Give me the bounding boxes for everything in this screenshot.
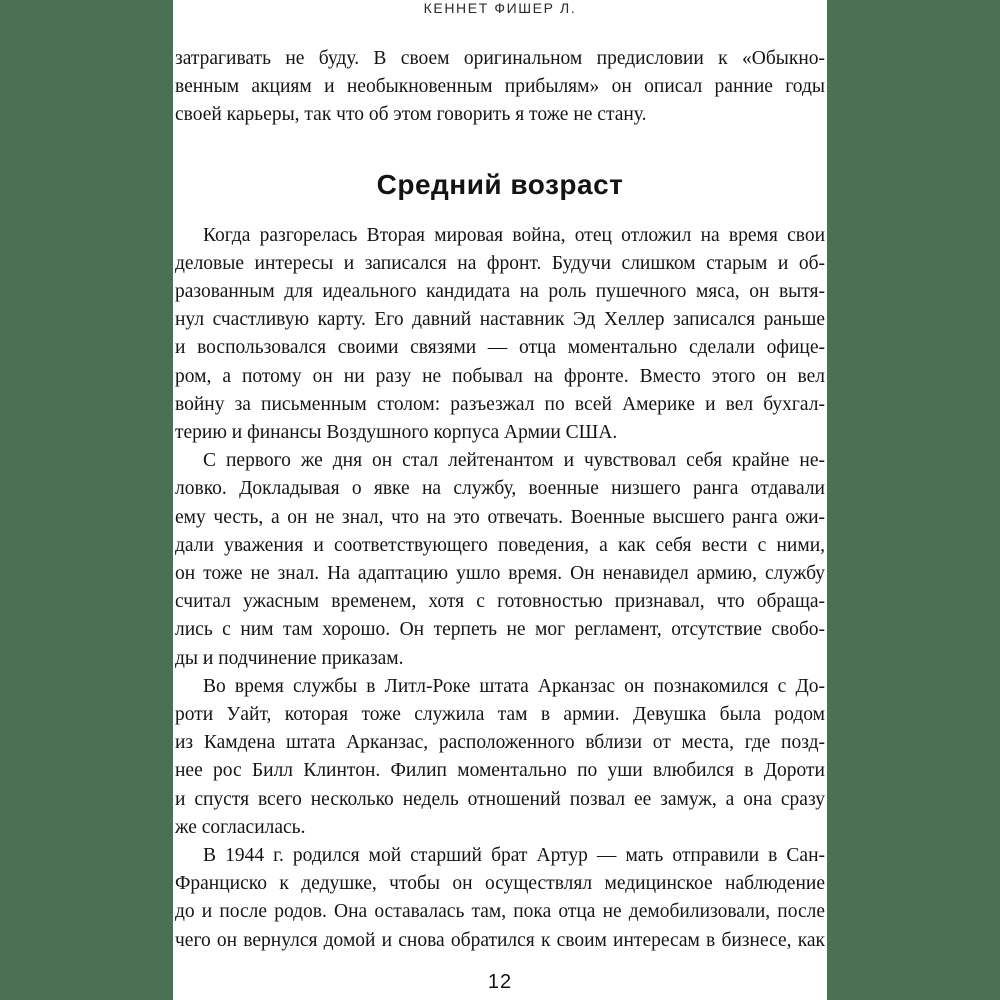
text-line: ловко. Докладывая о явке на службу, военные низшего ранга отдавали xyxy=(175,478,825,500)
text-line: дали уважения и соответствующего поведения, а как себя вести с ними, xyxy=(175,534,825,556)
paragraph xyxy=(175,222,825,448)
text-line: В 1944 г. родился мой старший брат Артур — мать отправили в Сан- xyxy=(203,845,825,867)
text-line: Во время службы в Литл-Роке штата Арканзас он познакомился с До- xyxy=(203,675,825,697)
page-content xyxy=(175,45,825,955)
text-line: он тоже не знал. На адаптацию ушло время. Он ненавидел армию, службу xyxy=(175,563,825,585)
text-line: и воспользовался своими связями — отца моментально сделали офице- xyxy=(175,337,825,359)
text-line: нее рос Билл Клинтон. Филип моментально по уши влюбился в Дороти xyxy=(175,760,825,782)
text-line: и спустя всего несколько недель отношений позвал ее замуж, а она сразу xyxy=(175,788,825,810)
text-line: лись с ним там хорошо. Он терпеть не мог регламент, отсутствие свобо- xyxy=(175,619,825,641)
text-line: своей карьеры, так что об этом говорить я тоже не стану. xyxy=(175,104,647,126)
text-line: венным акциям и необыкновенным прибылям» он описал ранние годы xyxy=(175,76,825,98)
text-line: деловые интересы и записался на фронт. Будучи слишком старым и об- xyxy=(175,252,825,274)
page-number: 12 xyxy=(487,971,513,993)
text-line: Франциско к дедушке, чтобы он осуществлял медицинское наблюдение xyxy=(175,873,825,895)
text-line: считал ужасным временем, хотя с готовностью признавал, что обраща- xyxy=(175,591,825,613)
text-line: же согласилась. xyxy=(175,816,306,838)
text-line: разованным для идеального кандидата на роль пушечного мяса, он вытя- xyxy=(175,281,825,303)
text-line: войну за письменным столом: разъезжал по всей Америке и вел бухгал- xyxy=(175,393,825,415)
text-line: ды и подчинение приказам. xyxy=(175,647,404,669)
paragraph xyxy=(175,447,825,673)
text-line: С первого же дня он стал лейтенантом и чувствовал себя крайне не- xyxy=(203,450,825,472)
text-line: из Камдена штата Арканзас, расположенного вблизи от места, где позд- xyxy=(175,732,825,754)
text-line: Когда разгорелась Вторая мировая война, отец отложил на время свои xyxy=(203,224,825,246)
text-line: роти Уайт, которая тоже служила там в армии. Девушка была родом xyxy=(175,704,825,726)
paragraph xyxy=(175,673,825,842)
text-line: нул счастливую карту. Его давний наставник Эд Хеллер записался раньше xyxy=(175,309,825,331)
text-line: терию и финансы Воздушного корпуса Армии США. xyxy=(175,422,618,444)
text-line: ром, а потому он ни разу не побывал на фронте. Вместо этого он вел xyxy=(175,365,825,387)
running-header: КЕННЕТ ФИШЕР Л. xyxy=(423,0,577,16)
text-line: чего он вернулся домой и снова обратился к своим интересам в бизнесе, как xyxy=(175,929,825,951)
text-line: до и после родов. Она оставалась там, пока отца не демобилизовали, после xyxy=(175,901,825,923)
paragraph xyxy=(175,842,825,955)
paragraph xyxy=(175,45,825,130)
text-line: затрагивать не буду. В своем оригинальном предисловии к «Обыкно- xyxy=(175,48,825,69)
text-line: ему честь, а он не знал, что на это отвечать. Военные высшего ранга ожи- xyxy=(175,506,825,528)
section-heading: Средний возраст xyxy=(376,168,624,200)
book-page xyxy=(173,0,827,1000)
